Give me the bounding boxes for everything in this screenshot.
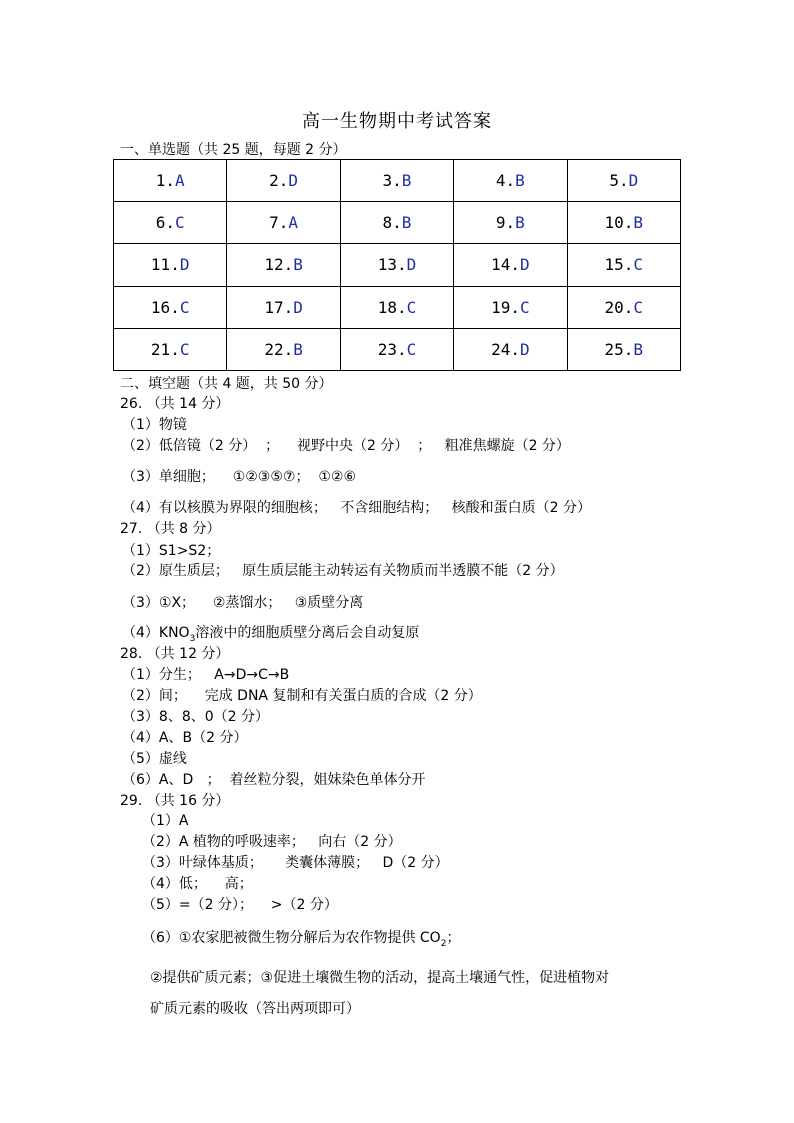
q28-line-2: （2）间； 完成 DNA 复制和有关蛋白质的合成（2 分）	[122, 688, 482, 704]
question-number: 3.	[382, 171, 402, 191]
answer-row	[114, 160, 681, 202]
answer-cell	[114, 160, 227, 202]
answer-letter: D	[520, 255, 530, 275]
q27-line-3: （3）①X； ②蒸馏水； ③质壁分离	[122, 595, 364, 611]
question-number: 16.	[150, 297, 180, 317]
question-number: 1.	[155, 171, 175, 191]
answer-letter: D	[179, 255, 190, 275]
answer-cell	[454, 328, 567, 370]
q29-line-6: （6）①农家肥被微生物分解后为农作物提供 $CO_2$；	[142, 930, 461, 949]
page-title: 高一生物期中考试答案	[302, 111, 492, 132]
q28-line-5: （5）虚线	[122, 751, 187, 767]
q29-line-5: （5）=（2 分）； >（2 分）	[142, 897, 338, 913]
answer-cell	[340, 328, 453, 370]
answer-letter: A	[288, 213, 299, 233]
answer-letter: C	[633, 255, 644, 275]
answer-cell	[114, 244, 227, 286]
answer-letter: D	[520, 339, 530, 359]
q26-line-3: （3）单细胞； ①②③⑤⑦； ①②⑥	[122, 469, 357, 485]
answer-cell	[454, 202, 567, 244]
question-number: 6.	[155, 213, 175, 233]
question-number: 5.	[609, 171, 629, 191]
answer-letter: D	[293, 297, 303, 317]
answer-cell	[340, 160, 453, 202]
answer-letter: D	[288, 171, 299, 191]
answer-cell	[227, 244, 340, 286]
question-number: 13.	[377, 255, 407, 275]
q27-line-4: $(4)KNO_3$溶液中的细胞质壁分离后会自动复原	[122, 625, 420, 644]
question-number: 9.	[495, 213, 516, 233]
q28-line-4: （4）A、B（2 分）	[122, 730, 248, 746]
answer-row	[114, 244, 681, 286]
question-number: 10.	[604, 213, 634, 233]
question-number: 4.	[495, 171, 516, 191]
answer-cell	[227, 286, 340, 328]
q26-line-1: （1）物镜	[122, 417, 187, 433]
answer-cell	[454, 160, 567, 202]
section-heading-single-choice: 一、单选题（共 25 题，每题 2 分）	[120, 142, 347, 158]
question-number: 23.	[377, 339, 407, 359]
answer-table	[113, 159, 681, 371]
answer-letter: B	[515, 171, 525, 191]
answer-cell	[114, 328, 227, 370]
answer-row	[114, 202, 681, 244]
question-number: 25.	[604, 339, 634, 359]
q29-line-7: ②提供矿质元素；③促进土壤微生物的活动，提高土壤通气性，促进植物对	[150, 970, 610, 986]
answer-letter: B	[401, 213, 412, 233]
answer-letter: B	[293, 339, 303, 359]
question-number: 21.	[150, 339, 180, 359]
q28-line-6: （6）A、D ； 着丝粒分裂，姐妹染色单体分开	[122, 772, 426, 788]
answer-letter: B	[515, 213, 525, 233]
answer-cell	[114, 286, 227, 328]
answer-letter: B	[293, 255, 303, 275]
question-number: 20.	[604, 297, 634, 317]
answer-letter: B	[401, 171, 412, 191]
answer-cell	[567, 160, 680, 202]
answer-cell	[227, 160, 340, 202]
q29-line-2: （2）A 植物的呼吸速率； 向右（2 分）	[142, 834, 402, 850]
answer-cell	[567, 286, 680, 328]
q28-line-3: （3）8、8、0（2 分）	[122, 709, 269, 725]
answer-cell	[340, 244, 453, 286]
question-number: 24.	[491, 339, 520, 359]
answer-letter: C	[179, 339, 190, 359]
answer-letter: C	[406, 339, 417, 359]
answer-cell	[567, 244, 680, 286]
question-number: 19.	[491, 297, 520, 317]
answer-letter: B	[633, 339, 644, 359]
question-29-header: 29. （共 16 分）	[120, 793, 230, 809]
answer-cell	[454, 244, 567, 286]
answer-cell	[114, 202, 227, 244]
answer-cell	[567, 202, 680, 244]
answer-row	[114, 328, 681, 370]
answer-letter: C	[520, 297, 530, 317]
answer-cell	[567, 328, 680, 370]
answer-cell	[227, 328, 340, 370]
answer-cell	[454, 286, 567, 328]
answer-cell	[340, 202, 453, 244]
question-number: 11.	[150, 255, 180, 275]
question-number: 14.	[491, 255, 520, 275]
q27-line-2: （2）原生质层； 原生质层能主动转运有关物质而半透膜不能（2 分）	[122, 563, 564, 579]
question-26-header: 26. （共 14 分）	[120, 396, 230, 412]
answer-letter: D	[406, 255, 417, 275]
answer-cell	[227, 202, 340, 244]
q29-line-4: （4）低； 高；	[142, 876, 253, 892]
q26-line-2: （2）低倍镜（2 分） ； 视野中央（2 分） ； 粗准焦螺旋（2 分）	[122, 438, 570, 454]
question-number: 12.	[264, 255, 294, 275]
question-number: 2.	[269, 171, 289, 191]
answer-cell	[340, 286, 453, 328]
answer-letter: C	[179, 297, 190, 317]
question-number: 7.	[269, 213, 289, 233]
answer-row	[114, 286, 681, 328]
q29-line-8: 矿质元素的吸收（答出两项即可）	[150, 1001, 360, 1017]
answer-letter: D	[628, 171, 639, 191]
answer-letter: C	[633, 297, 644, 317]
answer-letter: A	[175, 171, 185, 191]
answer-letter: C	[175, 213, 185, 233]
question-28-header: 28. （共 12 分）	[120, 646, 230, 662]
q29-line-1: （1）A	[142, 813, 189, 829]
question-27-header: 27. （共 8 分）	[120, 521, 221, 537]
q29-line-3: （3）叶绿体基质； 类囊体薄膜； D（2 分）	[142, 855, 449, 871]
question-number: 17.	[264, 297, 294, 317]
question-number: 18.	[377, 297, 407, 317]
question-number: 15.	[604, 255, 634, 275]
answer-letter: B	[633, 213, 644, 233]
q28-line-1: （1）分生； A→D→C→B	[122, 667, 290, 683]
question-number: 8.	[382, 213, 402, 233]
question-number: 22.	[264, 339, 294, 359]
q27-line-1: （1）S1>S2；	[122, 543, 221, 559]
section-heading-fill-blank: 二、填空题（共 4 题，共 50 分）	[120, 376, 333, 392]
answer-letter: C	[406, 297, 417, 317]
q26-line-4: （4）有以核膜为界限的细胞核； 不含细胞结构； 核酸和蛋白质（2 分）	[122, 500, 591, 516]
